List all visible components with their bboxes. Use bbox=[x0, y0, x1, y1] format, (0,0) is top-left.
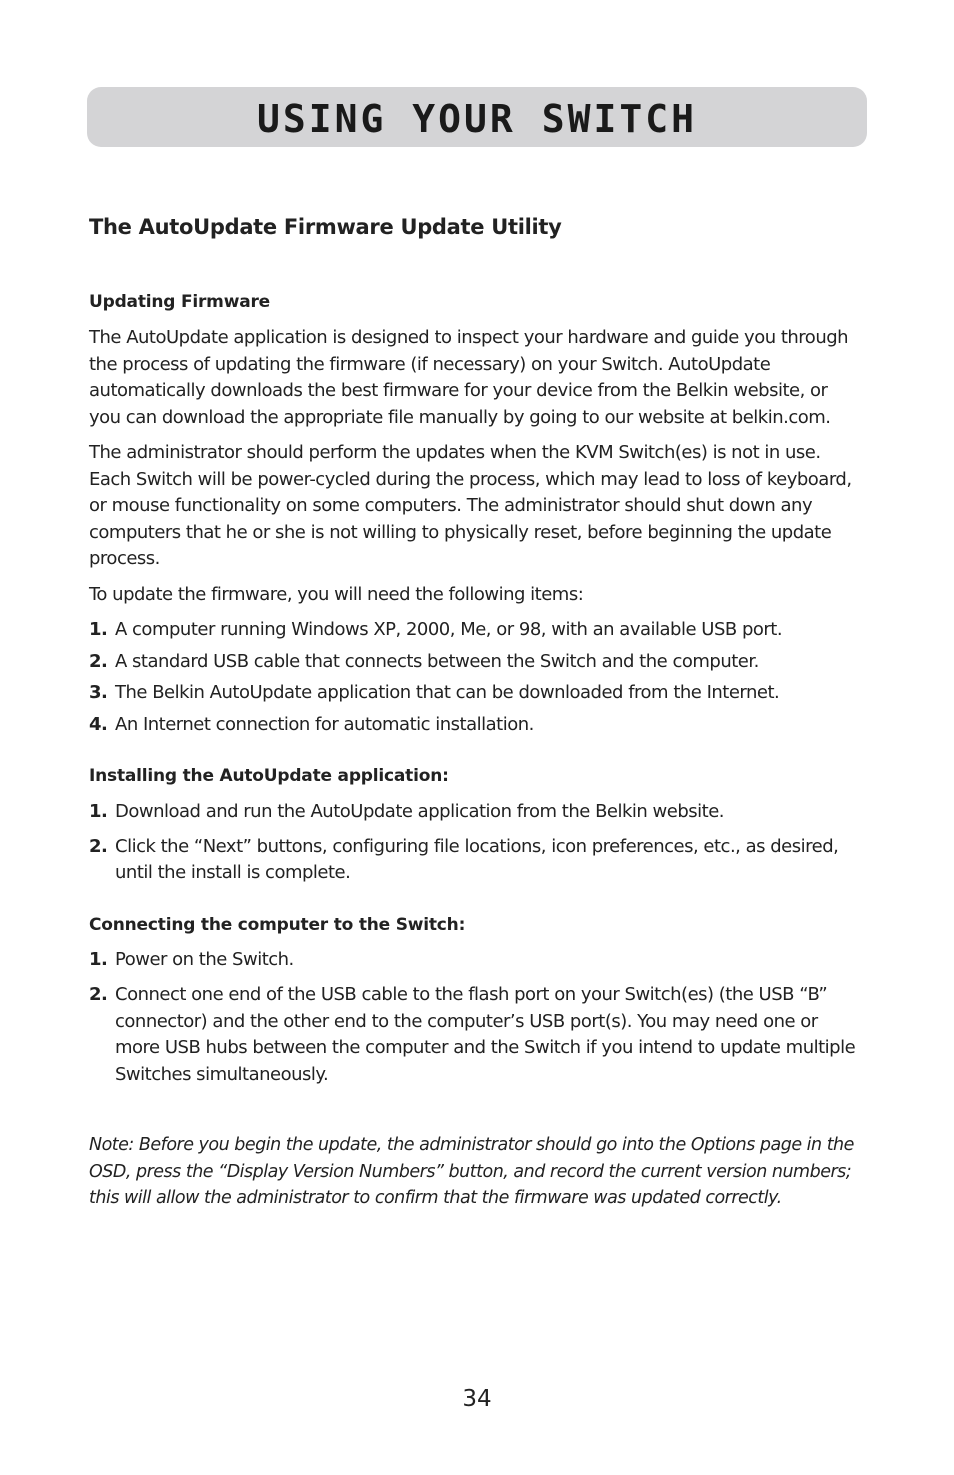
paragraph-items-lead: To update the firmware, you will need the following items: bbox=[89, 583, 584, 605]
list-number: 2. bbox=[89, 835, 108, 857]
list-number: 1. bbox=[89, 619, 108, 640]
list-number: 2. bbox=[89, 650, 108, 672]
list-item bbox=[89, 712, 859, 739]
paragraph-intro: The AutoUpdate application is designed to inspect your hardware and guide you through the process of updating the firmware (if necessary) on your Switch. AutoUpdate automatically downloads the best firmware for your device from the Belkin website, or you can download the appropriate file manually by going to our website at belkin.com. bbox=[89, 327, 849, 428]
list-text: Download and run the AutoUpdate application from the Belkin website. bbox=[115, 801, 724, 822]
list-number: 3. bbox=[89, 682, 108, 703]
subhead-installing: Installing the AutoUpdate application: bbox=[89, 766, 449, 786]
list-number: 1. bbox=[89, 948, 108, 970]
list-text: Power on the Switch. bbox=[115, 948, 294, 970]
page-number: 34 bbox=[462, 1386, 492, 1412]
subhead-updating-firmware: Updating Firmware bbox=[89, 292, 270, 312]
list-text: The Belkin AutoUpdate application that can be downloaded from the Internet. bbox=[115, 682, 780, 703]
header-bar bbox=[87, 87, 867, 147]
list-text: Connect one end of the USB cable to the flash port on your Switch(es) (the USB “B” connector) and the other end to the computer’s USB port(s). You may need one or more USB hubs between the computer and the Switch if you intend to update multiple Switches simultaneously. bbox=[115, 984, 856, 1085]
note-text: Note: Before you begin the update, the administrator should go into the Options page in the OSD, press the “Display Version Numbers” button, and record the current version numbers; this will allow the administrator to confirm that the firmware was updated correctly. bbox=[89, 1135, 854, 1208]
list-item bbox=[89, 834, 859, 887]
list-item bbox=[89, 680, 859, 707]
list-item bbox=[89, 982, 859, 1088]
list-text: A standard USB cable that connects between the Switch and the computer. bbox=[115, 650, 759, 672]
main-content bbox=[89, 212, 859, 1212]
list-text: An Internet connection for automatic installation. bbox=[115, 713, 534, 735]
requirements-list bbox=[89, 617, 859, 738]
list-item bbox=[89, 617, 859, 644]
installing-list bbox=[89, 799, 859, 887]
list-text: Click the “Next” buttons, configuring file locations, icon preferences, etc., as desired, until the install is complete. bbox=[115, 835, 839, 883]
paragraph-admin: The administrator should perform the updates when the KVM Switch(es) is not in use. Each Switch will be power-cycled during the process, which may lead to loss of keyboard, or mouse functionality on some computers. The administrator should shut down any computers that he or she is not willing to physically reset, before beginning the update process. bbox=[89, 442, 852, 569]
page-title: USING YOUR SWITCH bbox=[257, 97, 697, 141]
section-title: The AutoUpdate Firmware Update Utility bbox=[89, 215, 562, 239]
list-item bbox=[89, 799, 859, 826]
list-number: 4. bbox=[89, 713, 108, 735]
connecting-list bbox=[89, 947, 859, 1089]
list-item bbox=[89, 947, 859, 974]
list-number: 2. bbox=[89, 984, 108, 1005]
list-text: A computer running Windows XP, 2000, Me, or 98, with an available USB port. bbox=[115, 619, 783, 640]
list-item bbox=[89, 649, 859, 676]
subhead-connecting: Connecting the computer to the Switch: bbox=[89, 914, 466, 935]
list-number: 1. bbox=[89, 801, 108, 822]
